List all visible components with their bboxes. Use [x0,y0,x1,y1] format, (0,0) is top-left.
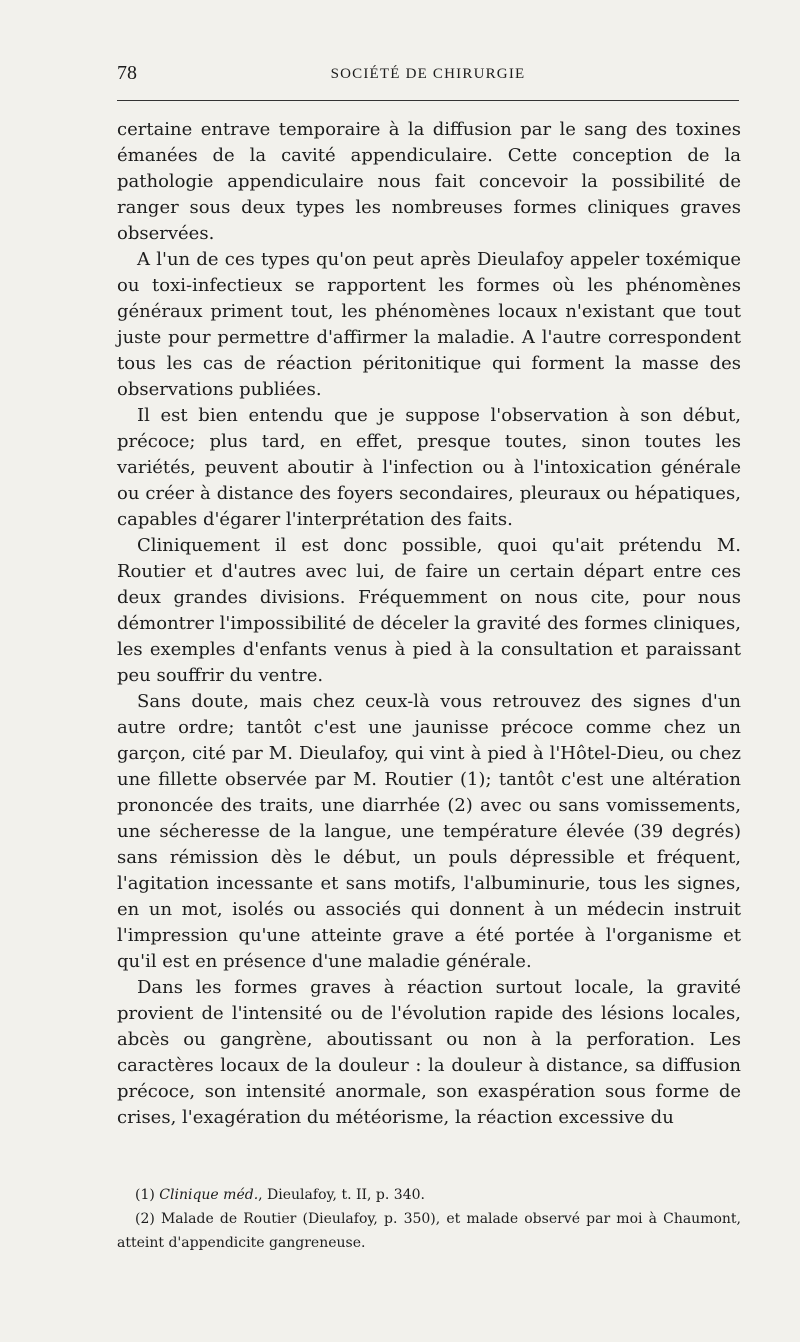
footnote-1 [117,1183,741,1207]
footnote-1-title: Clinique méd. [159,1187,259,1203]
page-header [117,62,739,88]
paragraph: Il est bien entendu que je suppose l'observation à son début, précoce; plus tard, en effet, presque toutes, sinon toutes les variétés, peuvent aboutir à l'infection ou à l'intoxication générale ou créer à distance des foyers secondaires, pleuraux ou hépatiques, capables d'égarer l'interprétation des faits. [117,405,741,530]
running-title: SOCIÉTÉ DE CHIRURGIE [330,66,526,82]
paragraph: Cliniquement il est donc possible, quoi qu'ait prétendu M. Routier et d'autres avec lui, de faire un certain départ entre ces deux grandes divisions. Fréquemment on nous cite, pour nous démontrer l'impossibilité de déceler la gravité des formes cliniques, les exemples d'enfants venus à pied à la consultation et paraissant peu souffrir du ventre. [117,535,741,686]
paragraph: A l'un de ces types qu'on peut après Dieulafoy appeler toxémique ou toxi-infectieux se rapportent les formes où les phénomènes généraux priment tout, les phénomènes locaux n'existant que tout juste pour permettre d'affirmer la maladie. A l'autre correspondent tous les cas de réaction péritonitique qui forment la masse des observations publiées. [117,249,741,400]
page-number: 78 [117,62,137,84]
paragraph: certaine entrave temporaire à la diffusion par le sang des toxines émanées de la cavité appendiculaire. Cette conception de la pathologie appendiculaire nous fait concevoir la possibilité de ranger sous deux types les nombreuses formes cliniques graves observées. [117,119,741,244]
header-rule [117,100,739,101]
paragraph: Dans les formes graves à réaction surtout locale, la gravité provient de l'intensité ou de l'évolution rapide des lésions locales, abcès ou gangrène, aboutissant ou non à la perforation. Les caractères locaux de la douleur : la douleur à distance, sa diffusion précoce, son intensité anormale, son exaspération sous forme de crises, l'exagération du météorisme, la réaction excessive du [117,977,741,1128]
body-text [117,117,741,1131]
footnote-1-marker: (1) [135,1187,155,1203]
paragraph: Sans doute, mais chez ceux-là vous retrouvez des signes d'un autre ordre; tantôt c'est une jaunisse précoce comme chez un garçon, cité par M. Dieulafoy, qui vint à pied à l'Hôtel-Dieu, ou chez une fillette observée par M. Routier (1); tantôt c'est une altération prononcée des traits, une diarrhée (2) avec ou sans vomissements, une sécheresse de la langue, une température élevée (39 degrés) sans rémission dès le début, un pouls dépressible et fréquent, l'agitation incessante et sans motifs, l'albuminurie, tous les signes, en un mot, isolés ou associés qui donnent à un médecin instruit l'impression qu'une atteinte grave a été portée à l'organisme et qu'il est en présence d'une maladie générale. [117,691,741,972]
footnotes [117,1183,741,1255]
footnote-1-rest: , Dieulafoy, t. II, p. 340. [258,1187,425,1203]
footnote-2: (2) Malade de Routier (Dieulafoy, p. 350), et malade observé par moi à Chaumont, atteint d'appendicite gangreneuse. [117,1211,741,1251]
